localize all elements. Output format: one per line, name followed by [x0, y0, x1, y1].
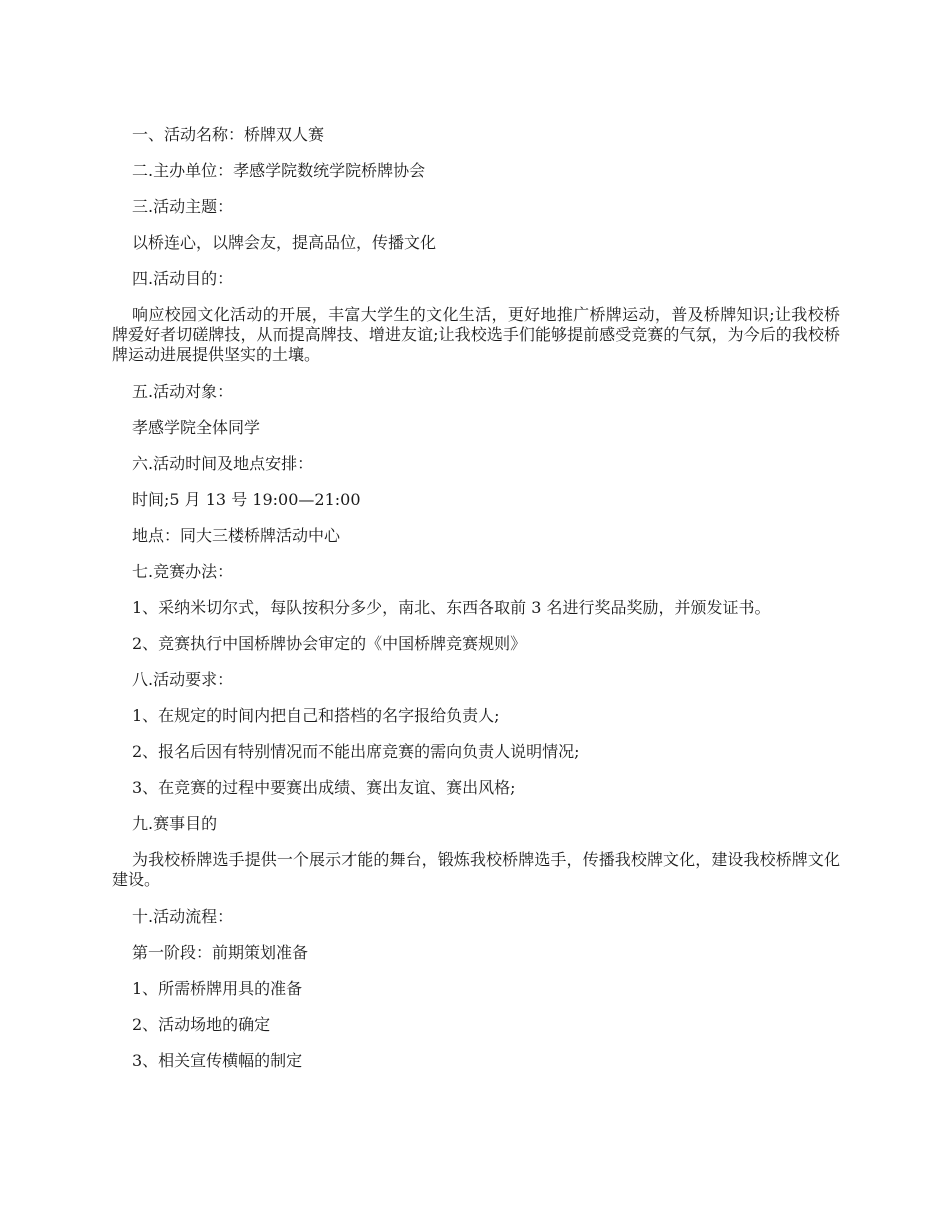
- heading-audience: 五.活动对象：: [132, 381, 234, 401]
- requirement-item-1: 1、在规定的时间内把自己和搭档的名字报给负责人;: [132, 706, 500, 725]
- process-stage-1: 第一阶段：前期策划准备: [132, 942, 309, 962]
- heading-competition-method: 七.竞赛办法：: [132, 561, 234, 581]
- heading-event-goal: 九.赛事目的: [132, 814, 218, 833]
- event-goal-text: 为我校桥牌选手提供一个展示才能的舞台，锻炼我校桥牌选手，传播我校牌文化，建设我校桥牌文化建设。: [112, 850, 840, 889]
- heading-time-place: 六.活动时间及地点安排：: [132, 453, 314, 473]
- process-item-3: 3、相关宣传横幅的制定: [132, 1050, 303, 1070]
- heading-process: 十.活动流程：: [132, 906, 234, 926]
- purpose-text: 响应校园文化活动的开展，丰富大学生的文化生活，更好地推广桥牌运动，普及桥牌知识;让我校桥牌爱好者切磋牌技，从而提高牌技、增进友谊;让我校选手们能够提前感受竞赛的气氛，为今后的我校桥牌运动进展提供坚实的土壤。: [112, 305, 840, 364]
- document-body: [112, 125, 840, 1087]
- heading-theme: 三.活动主题：: [132, 197, 234, 216]
- theme-text: 以桥连心，以牌会友，提高品位，传播文化: [132, 233, 437, 252]
- time-text: 时间;5 月 13 号 19:00—21:00: [132, 489, 361, 509]
- heading-activity-name: 一、活动名称：桥牌双人赛: [132, 125, 325, 144]
- requirement-item-3: 3、在竞赛的过程中要赛出成绩、赛出友谊、赛出风格;: [132, 778, 516, 797]
- audience-text: 孝感学院全体同学: [132, 417, 261, 437]
- process-item-2: 2、活动场地的确定: [132, 1014, 271, 1034]
- heading-organizer: 二.主办单位：孝感学院数统学院桥牌协会: [132, 161, 426, 180]
- method-item-2: 2、竞赛执行中国桥牌协会审定的《中国桥牌竞赛规则》: [132, 634, 527, 653]
- method-item-1: 1、采纳米切尔式，每队按积分多少，南北、东西各取前 3 名进行奖品奖励，并颁发证书。: [132, 597, 771, 617]
- place-text: 地点：同大三楼桥牌活动中心: [132, 525, 341, 545]
- process-item-1: 1、所需桥牌用具的准备: [132, 978, 303, 998]
- requirement-item-2: 2、报名后因有特别情况而不能出席竞赛的需向负责人说明情况;: [132, 742, 580, 761]
- heading-requirements: 八.活动要求：: [132, 670, 234, 689]
- heading-purpose: 四.活动目的：: [132, 269, 234, 288]
